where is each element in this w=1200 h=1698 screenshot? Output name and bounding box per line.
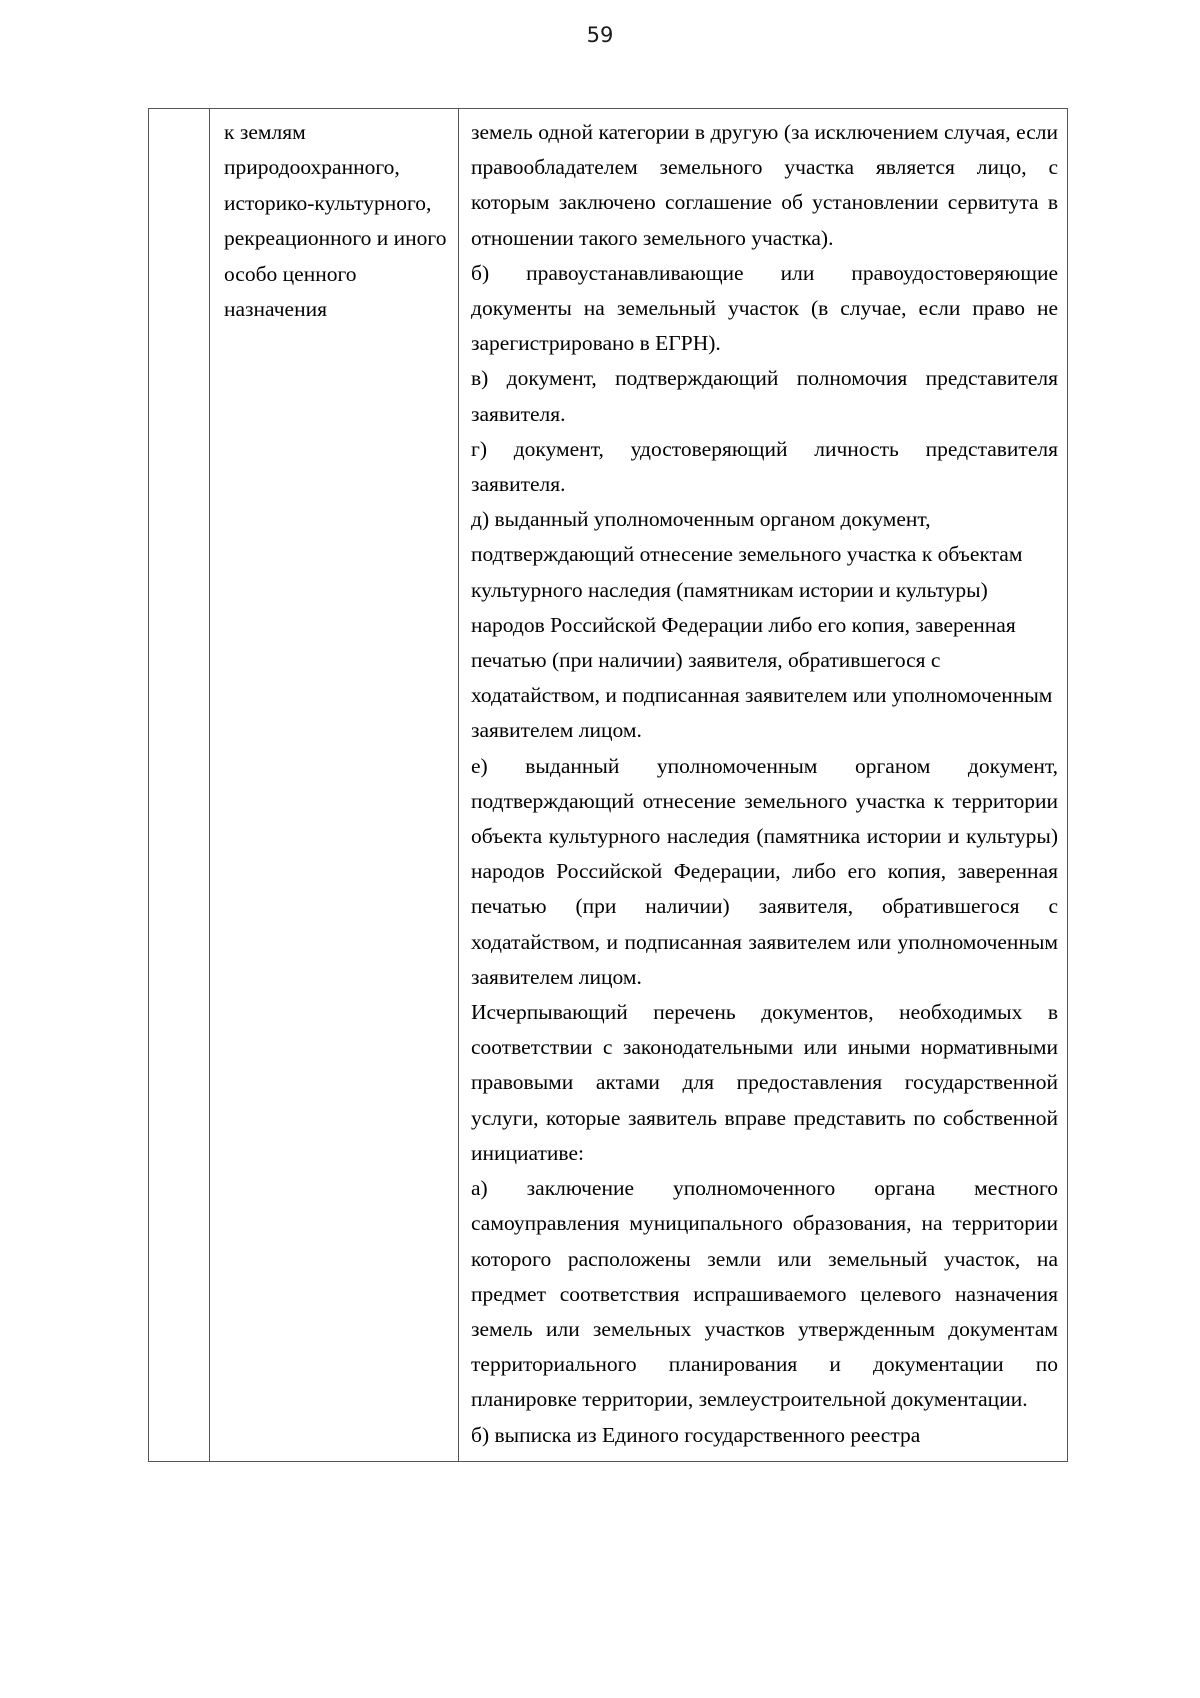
table-cell-index: [149, 109, 210, 1462]
index-cell-text: [149, 109, 209, 123]
paragraph-item-v: в) документ, подтверждающий полномочия представителя заявителя.: [471, 366, 1058, 426]
table-cell-category: [210, 109, 459, 1462]
paragraph-continuation: земель одной категории в другую (за исключением случая, если правообладателем земельного участка является лицо, с которым заключено соглашение об установлении сервитута в отношении такого земельного участка).: [471, 120, 1058, 250]
paragraph-item-d: д) выданный уполномоченным органом документ, подтверждающий отнесение земельного участка к объектам культурного наследия (памятникам истории и культуры) народов Российской Федерации либо его копия, заверенная печатью (при наличии) заявителя, обратившегося с ходатайством, и подписанная заявителем или уполномоченным заявителем лицом.: [471, 507, 1053, 743]
category-text: к землям природоохранного, историко-культурного, рекреационного и иного особо ценного назначения: [224, 120, 447, 322]
requirements-table: [148, 108, 1068, 1462]
page-number: 59: [586, 23, 614, 47]
paragraph-item-b: б) правоустанавливающие или правоудостоверяющие документы на земельный участок (в случае, если право не зарегистрировано в ЕГРН).: [471, 260, 1058, 356]
paragraph-init-item-b: б) выписка из Единого государственного реестра: [471, 1422, 921, 1447]
paragraph-init-item-a: а) заключение уполномоченного органа местного самоуправления муниципального образования, на территории которого расположены земли или земельный участок, на предмет соответствия испрашиваемого целевого назначения земель или земельных участков утвержденным документам территориального планирования и документации по планировке территории, землеустроительной документации.: [471, 1176, 1058, 1412]
table-row: [149, 109, 1068, 1462]
category-cell: [210, 109, 458, 335]
documents-cell: [459, 109, 1067, 1461]
table-cell-documents: [459, 109, 1068, 1462]
paragraph-item-g: г) документ, удостоверяющий личность представителя заявителя.: [471, 436, 1058, 497]
paragraph-exhaustive-list-intro: Исчерпывающий перечень документов, необходимых в соответствии с законодательными или иными нормативными правовыми актами для предоставления государственной услуги, которые заявитель вправе представить по собственной инициативе:: [471, 1000, 1058, 1165]
paragraph-item-e: е) выданный уполномоченным органом документ, подтверждающий отнесение земельного участка к территории объекта культурного наследия (памятника истории и культуры) народов Российской Федерации, либо его копия, заверенная печатью (при наличии) заявителя, обратившегося с ходатайством, и подписанная заявителем или уполномоченным заявителем лицом.: [471, 753, 1058, 989]
